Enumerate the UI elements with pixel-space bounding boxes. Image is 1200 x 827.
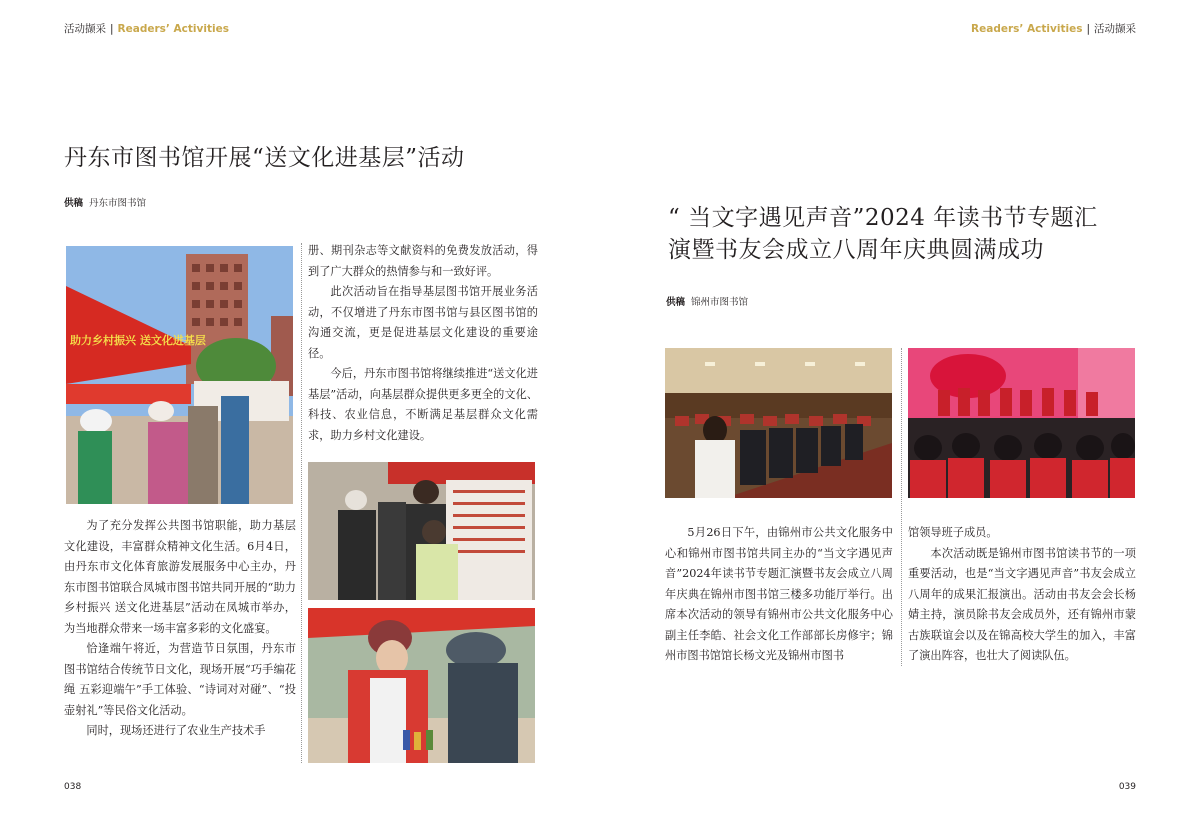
left-article-column-1 — [64, 516, 296, 742]
left-running-header — [64, 21, 229, 36]
photo-audience-front-row — [665, 348, 892, 498]
tent-banner-text: 助力乡村振兴 送文化进基层 — [70, 334, 206, 347]
byline-source: 锦州市图书馆 — [691, 297, 749, 308]
title-line-1: “ 当文字遇见声音”2024 年读书节专题汇 — [668, 205, 1098, 231]
photo-outdoor-tent-event — [66, 246, 293, 504]
page-number: 038 — [64, 782, 82, 792]
photo-handcraft-activity — [308, 608, 535, 763]
title-line-2: 演暨书友会成立八周年庆典圆满成功 — [668, 237, 1044, 263]
article-title — [668, 202, 1098, 266]
byline-label: 供稿 — [64, 198, 84, 209]
byline-source: 丹东市图书馆 — [89, 198, 147, 209]
paragraph: 此次活动旨在指导基层图书馆开展业务活动，不仅增进了丹东市图书馆与县区图书馆的沟通交流，更是促进基层文化建设的重要途径。 — [308, 285, 538, 360]
header-divider: | — [1086, 23, 1090, 35]
paragraph: 册、期刊杂志等文献资料的免费发放活动，得到了广大群众的热情参与和一致好评。 — [308, 244, 538, 278]
paragraph: 本次活动既是锦州市图书馆读书节的一项重要活动，也是“当文字遇见声音”书友会成立八周年的成果汇报演出。活动由书友会会长杨婧主持，演员除书友会成员外，还有锦州市蒙古族联谊会以及在锦高校大学生的加入，丰富了演出阵容，也壮大了阅读队伍。 — [908, 546, 1136, 662]
right-article-column-1 — [665, 523, 893, 667]
column-divider — [901, 348, 902, 666]
column-divider — [301, 243, 302, 763]
article-title: 丹东市图书馆开展“送文化进基层”活动 — [64, 145, 465, 171]
left-article-column-2 — [308, 241, 538, 446]
paragraph: 馆领导班子成员。 — [908, 526, 998, 539]
article-byline — [64, 195, 146, 209]
paragraph: 5月26日下午，由锦州市公共文化服务中心和锦州市图书馆共同主办的“当文字遇见声音”2024年读书节专题汇演暨书友会成立八周年庆典在锦州市图书馆三楼多功能厅举行。出席本次活动的领导有锦州市公共文化服务中心副主任李皓、社会文化工作部部长房修宇；锦州市图书馆馆长杨文光及锦州市图书 — [665, 526, 893, 662]
section-name-en: Readers’ Activities — [971, 23, 1083, 35]
byline-label: 供稿 — [666, 297, 686, 308]
section-name-cn: 活动撷采 — [1094, 23, 1136, 35]
page-number: 039 — [1118, 782, 1136, 792]
paragraph: 同时，现场还进行了农业生产技术手 — [86, 724, 266, 737]
photo-people-reading-notices — [308, 462, 535, 600]
photo-stage-performance — [908, 348, 1135, 498]
section-name-en: Readers’ Activities — [117, 23, 229, 35]
right-page — [600, 0, 1200, 827]
section-name-cn: 活动撷采 — [64, 23, 106, 35]
right-running-header — [971, 21, 1136, 36]
article-byline — [666, 294, 748, 308]
header-divider: | — [110, 23, 114, 35]
paragraph: 今后，丹东市图书馆将继续推进“送文化进基层”活动，向基层群众提供更多更全的文化、科技、农业信息，不断满足基层群众文化需求，助力乡村文化建设。 — [308, 367, 538, 442]
paragraph: 为了充分发挥公共图书馆职能，助力基层文化建设，丰富群众精神文化生活。6月4日，由丹东市文化体育旅游发展服务中心主办，丹东市图书馆联合凤城市图书馆共同开展的“助力乡村振兴 送文化进基层”活动在凤城市举办，为当地群众带来一场丰富多彩的文化盛宴。 — [64, 519, 296, 635]
right-article-column-2 — [908, 523, 1136, 667]
paragraph: 恰逢端午将近，为营造节日氛围，丹东市图书馆结合传统节日文化，现场开展“巧手编花绳 五彩迎端午”手工体验、“诗词对对碰”、“投壶射礼”等民俗文化活动。 — [64, 642, 296, 717]
